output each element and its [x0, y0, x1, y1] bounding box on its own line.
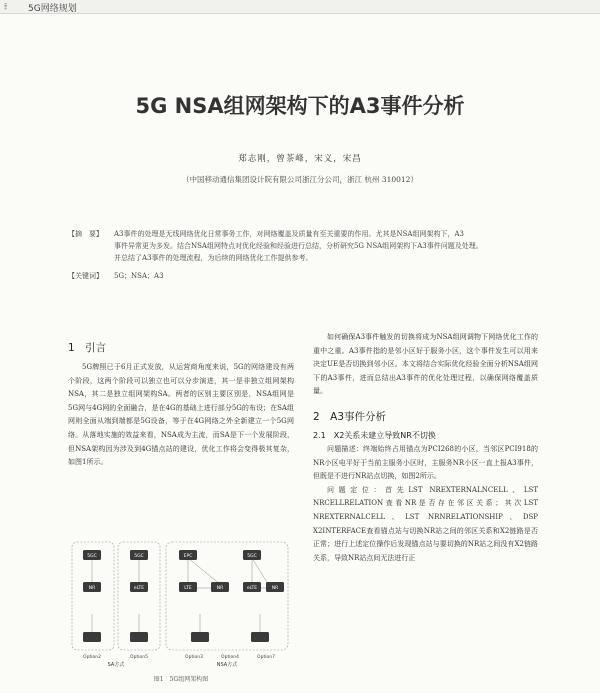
- option-label: Option4: [221, 655, 239, 660]
- header-decoration: ⦙⦙⦙: [4, 2, 7, 11]
- option-label: Option3: [185, 655, 203, 660]
- abstract-line: 事件异常更为多发。结合NSA组网特点对优化经验和经验进行总结，分析研究5G NSA组网架构下A3事件问题及处理。: [114, 242, 483, 250]
- left-column: [68, 340, 294, 470]
- figure-caption: 图1 5G组网架构图: [153, 676, 209, 683]
- abstract-block: [68, 228, 538, 282]
- problem-location-paragraph: 问题定位：首先LST NREXTERNALNCELL、LST NRCELLRELATION查看NR是否存在邻区关系；其次LST NREXTERNALCELL、LST NRNRELATIONSHIP、DSP X2INTERFACE查看锚点站与切换NR站之间的邻区关系和X2链路是否正常；进行上述定位操作后发现锚点站与要切换的NR站之间没有X2链路关系，导致NR站点间无法进行正: [313, 485, 538, 562]
- node-elte-label: eLTE: [133, 586, 145, 591]
- option-label: Option5: [130, 655, 148, 660]
- nsa-label: NSA方式: [216, 662, 238, 668]
- subsection-heading-x2: 2.1 X2关系未建立导致NR不切换: [313, 430, 436, 440]
- right-column: [313, 331, 538, 565]
- a3-intro-paragraph: 如何确保A3事件触发的切换将成为NSA组网调物下网络优化工作的重中之重。A3事件指的是邻小区好于服务小区，这个事件发生可以用来决定UE是否切换到邻小区。本文将结合实际优化经验全面分析NSA组网下的A3事件，进而总结出A3事件的优化处理过程，以确保网络覆盖质量。: [313, 333, 538, 396]
- keywords-label: 【关键词】: [68, 272, 103, 280]
- node-epc-label: EPC: [183, 554, 193, 559]
- option-label: Option2: [83, 655, 101, 660]
- node-5gc-label: 5GC: [134, 554, 144, 559]
- paper-affiliation: （中国移动通信集团设计院有限公司浙江分公司，浙江 杭州 310012）: [182, 175, 418, 184]
- abstract-label: 【摘 要】: [68, 230, 103, 238]
- abstract-line: A3事件的处理是无线网络优化日常事务工作，对网络覆盖及质量有至关重要的作用。尤其是NSA组网架构下，A3: [114, 230, 464, 238]
- option-label: Option7: [257, 655, 275, 660]
- intro-paragraph: 5G牌照已于6月正式发放，从运营商角度来说，5G的网络建设有两个阶段，这两个阶段可以独立也可以分步演进，其一是非独立组网架构NSA，其二是独立组网架构SA。两者的区别主要区别是，NSA组网是5G网与4G网的全面融合，是在4G的基础上进行部分5G的布设；在SA组网则全面从端到端都是5G设备，等于在4G网络之外全新建立一个5G网络。从落地实施的效益来看，NSA成为主流，而SA是下一个发展阶段，但NSA架构因为涉及到4G锚点站的建设，优化工作将会变得极其复杂，如图1所示。: [68, 363, 294, 467]
- figure-architecture: [70, 538, 292, 668]
- node-elte-label: eLTE: [246, 586, 258, 591]
- section-heading-intro: 1 引言: [68, 342, 107, 354]
- abstract-body: [114, 228, 538, 264]
- node-nr-label: NR: [88, 586, 96, 591]
- paper-authors: 郑志刚，曾茶峰，宋义，宋昌: [238, 154, 362, 164]
- header-section-title: 5G网络规划: [28, 4, 77, 14]
- sa-label: SA方式: [107, 662, 125, 668]
- keywords: 5G；NSA；A3: [114, 272, 164, 280]
- section-heading-a3: 2 A3事件分析: [313, 410, 387, 423]
- paper-title: 5G NSA组网架构下的A3事件分析: [135, 94, 465, 118]
- node-nr-label: NR: [216, 586, 224, 591]
- node-5gc-label: 5GC: [247, 554, 257, 559]
- journal-header-bar: [0, 0, 600, 14]
- problem-description-paragraph: 问题描述：终端始终占用锚点为PCI268的小区，当邻区PCI918的NR小区电平好于当前主服务小区时，主服务NR小区一直上报A3事件，但既是不进行NR站点切换，如图2所示。: [313, 444, 538, 481]
- node-5gc-label: 5GC: [87, 554, 97, 559]
- node-nr-label: NR: [271, 586, 279, 591]
- abstract-line: 并总结了A3事件的处理流程，为后续的网络优化工作提供参考。: [114, 254, 313, 262]
- node-lte-label: LTE: [184, 586, 192, 591]
